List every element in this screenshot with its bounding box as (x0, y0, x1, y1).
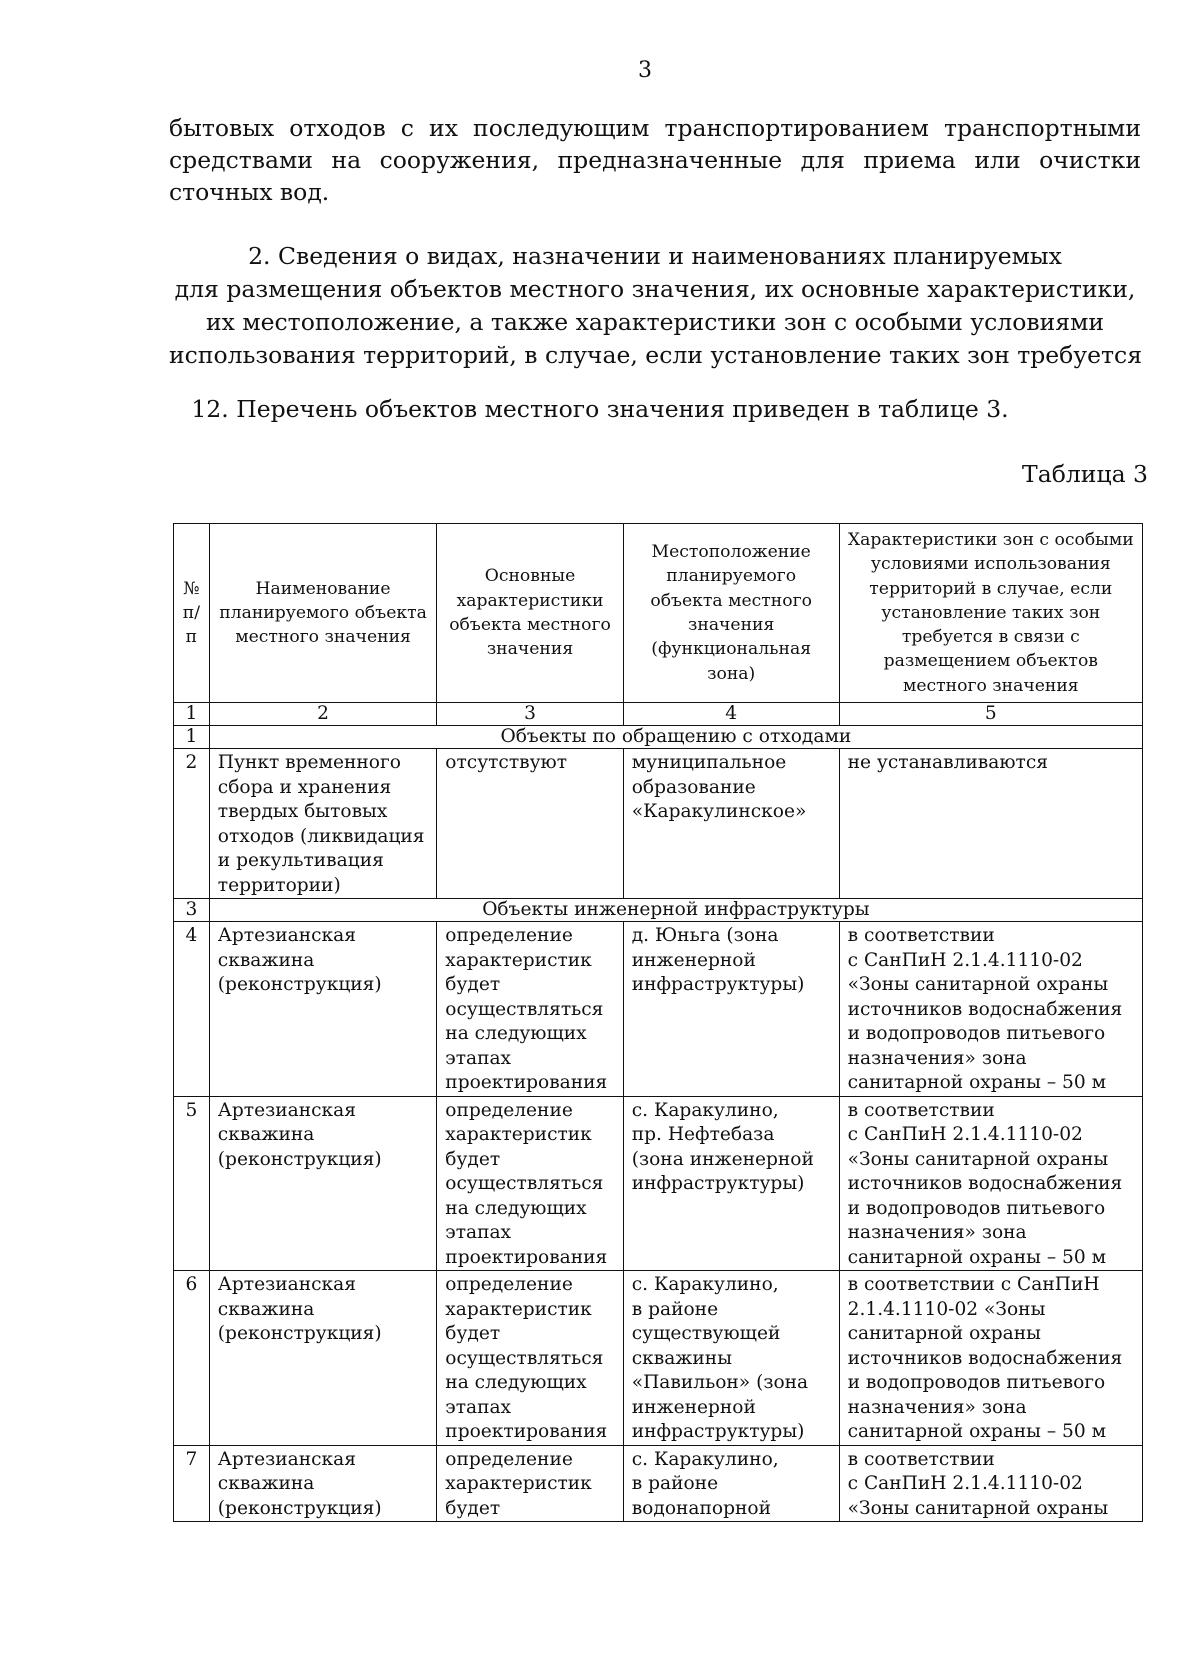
cell-line: с. Каракулино, (631, 1448, 779, 1470)
cell-line: в районе (631, 1298, 719, 1320)
cell-line: «Зоны санитарной охраны (847, 1148, 1109, 1170)
table-caption: Таблица 3 (1022, 460, 1148, 488)
cell-characteristics (437, 1271, 623, 1446)
cell-line: на следующих (445, 1023, 587, 1045)
intro-paragraph: бытовых отходов с их последующим транспортированием транспортными средствами на сооружения, предназначенные для приема или очистки сточных вод. (169, 114, 1141, 206)
cell-line: скважины (631, 1347, 732, 1369)
cell-line: инфраструктуры) (631, 1421, 805, 1443)
cell-zones (839, 1445, 1142, 1522)
cell-line: с. Каракулино, (631, 1099, 779, 1121)
column-number: 2 (209, 703, 437, 726)
cell-number: 5 (174, 1096, 210, 1271)
cell-line: назначения» зона (847, 1222, 1027, 1244)
cell-object-name (209, 922, 437, 1097)
column-number: 4 (623, 703, 839, 726)
cell-line: Артезианская (217, 1274, 356, 1296)
cell-line: «Зоны санитарной охраны (847, 974, 1109, 996)
cell-line: характеристик (445, 1298, 592, 1320)
cell-line: проектирования (445, 1072, 608, 1094)
cell-line: санитарной охраны (847, 1323, 1041, 1345)
cell-line: и водопроводов питьевого (847, 1372, 1106, 1394)
cell-line: (реконструкция) (217, 1497, 382, 1519)
cell-line: сбора и хранения (217, 776, 392, 798)
header-name: Наименование планируемого объекта местного значения (209, 524, 437, 703)
cell-line: в соответствии (847, 925, 995, 947)
section-heading-line: их местоположение, а также характеристики зон с особыми условиями (205, 308, 1105, 336)
cell-line: «Каракулинское» (631, 801, 807, 823)
cell-zones (839, 1096, 1142, 1271)
cell-line: муниципальное (631, 752, 787, 774)
cell-line: проектирования (445, 1421, 608, 1443)
cell-line: санитарной охраны – 50 м (847, 1421, 1107, 1443)
cell-line: скважина (217, 949, 315, 971)
cell-line: «Зоны санитарной охраны (847, 1497, 1109, 1519)
section-heading-line: использования территорий, в случае, если установление таких зон требуется (169, 341, 1143, 369)
cell-line: (зона инженерной (631, 1148, 814, 1170)
header-location: Местоположение планируемого объекта местного значения (функциональная зона) (623, 524, 839, 703)
cell-line: Артезианская (217, 925, 356, 947)
cell-location (623, 749, 839, 899)
cell-line: инженерной (631, 949, 756, 971)
item-12-text: 12. Перечень объектов местного значения приведен в таблице 3. (191, 395, 1009, 423)
section-number: 1 (174, 726, 210, 749)
cell-line: твердых бытовых (217, 801, 388, 823)
objects-table (173, 523, 1143, 1522)
cell-line: в соответствии (847, 1099, 995, 1121)
cell-line: назначения» зона (847, 1047, 1027, 1069)
cell-line: осуществляться (445, 998, 604, 1020)
cell-location (623, 1445, 839, 1522)
cell-line: инфраструктуры) (631, 974, 805, 996)
cell-zones (839, 749, 1142, 899)
section-heading-line: 2. Сведения о видах, назначении и наименованиях планируемых (248, 242, 1062, 270)
cell-line: источников водоснабжения (847, 1173, 1123, 1195)
cell-location (623, 922, 839, 1097)
cell-object-name (209, 1445, 437, 1522)
cell-line: характеристик (445, 949, 592, 971)
cell-line: (реконструкция) (217, 974, 382, 996)
cell-line: территории) (217, 874, 341, 896)
cell-number: 7 (174, 1445, 210, 1522)
cell-line: этапах (445, 1222, 512, 1244)
cell-line: в соответствии с СанПиН (847, 1274, 1100, 1296)
cell-number: 2 (174, 749, 210, 899)
cell-line: назначения» зона (847, 1396, 1027, 1418)
column-number: 5 (839, 703, 1142, 726)
cell-location (623, 1271, 839, 1446)
cell-line: и рекультивация (217, 850, 384, 872)
cell-line: скважина (217, 1298, 315, 1320)
table-row (174, 1096, 1143, 1271)
section-title: Объекты инженерной инфраструктуры (209, 899, 1142, 922)
cell-zones (839, 1271, 1142, 1446)
cell-line: пр. Нефтебаза (631, 1124, 775, 1146)
cell-line: будет (445, 1148, 501, 1170)
cell-line: осуществляться (445, 1173, 604, 1195)
cell-number: 4 (174, 922, 210, 1097)
table-body (174, 524, 1143, 1522)
cell-line: определение (445, 1448, 573, 1470)
cell-line: и водопроводов питьевого (847, 1023, 1106, 1045)
section-heading (169, 240, 1141, 372)
cell-characteristics (437, 749, 623, 899)
cell-line: с СанПиН 2.1.4.1110-02 (847, 1124, 1083, 1146)
section-heading-line: для размещения объектов местного значения, их основные характеристики, (174, 275, 1136, 303)
cell-line: скважина (217, 1124, 315, 1146)
cell-line: в соответствии (847, 1448, 995, 1470)
cell-line: осуществляться (445, 1347, 604, 1369)
cell-line: (реконструкция) (217, 1148, 382, 1170)
cell-line: санитарной охраны – 50 м (847, 1246, 1107, 1268)
column-number-row (174, 703, 1143, 726)
table-row (174, 922, 1143, 1097)
cell-object-name (209, 1096, 437, 1271)
section-row (174, 726, 1143, 749)
cell-object-name (209, 749, 437, 899)
page-number: 3 (638, 58, 652, 83)
cell-line: определение (445, 925, 573, 947)
table-header-row (174, 524, 1143, 703)
cell-line: характеристик (445, 1473, 592, 1495)
header-number: № п/п (174, 524, 210, 703)
section-row (174, 899, 1143, 922)
cell-line: на следующих (445, 1197, 587, 1219)
column-number: 3 (437, 703, 623, 726)
header-zones: Характеристики зон с особыми условиями использования территорий в случае, если установление таких зон требуется в связи с размещением объектов местного значения (839, 524, 1142, 703)
cell-line: инфраструктуры) (631, 1173, 805, 1195)
cell-line: будет (445, 974, 501, 996)
cell-line: источников водоснабжения (847, 1347, 1123, 1369)
cell-line: отсутствуют (445, 752, 568, 774)
cell-line: с СанПиН 2.1.4.1110-02 (847, 1473, 1083, 1495)
cell-line: 2.1.4.1110-02 «Зоны (847, 1298, 1046, 1320)
cell-line: Артезианская (217, 1099, 356, 1121)
cell-line: Артезианская (217, 1448, 356, 1470)
cell-line: проектирования (445, 1246, 608, 1268)
cell-line: не устанавливаются (847, 752, 1048, 774)
cell-characteristics (437, 1096, 623, 1271)
cell-line: образование (631, 776, 756, 798)
cell-line: определение (445, 1274, 573, 1296)
cell-line: д. Юньга (зона (631, 925, 779, 947)
cell-line: будет (445, 1497, 501, 1519)
cell-line: инженерной (631, 1396, 756, 1418)
column-number: 1 (174, 703, 210, 726)
cell-line: существующей (631, 1323, 781, 1345)
cell-characteristics (437, 922, 623, 1097)
cell-line: и водопроводов питьевого (847, 1197, 1106, 1219)
table-row (174, 749, 1143, 899)
cell-line: на следующих (445, 1372, 587, 1394)
cell-number: 6 (174, 1271, 210, 1446)
cell-line: в районе (631, 1473, 719, 1495)
cell-line: будет (445, 1323, 501, 1345)
cell-location (623, 1096, 839, 1271)
section-number: 3 (174, 899, 210, 922)
cell-characteristics (437, 1445, 623, 1522)
cell-line: этапах (445, 1396, 512, 1418)
cell-line: этапах (445, 1047, 512, 1069)
cell-zones (839, 922, 1142, 1097)
cell-line: Пункт временного (217, 752, 401, 774)
table-row (174, 1271, 1143, 1446)
cell-line: определение (445, 1099, 573, 1121)
cell-line: отходов (ликвидация (217, 825, 425, 847)
cell-line: санитарной охраны – 50 м (847, 1072, 1107, 1094)
cell-line: с. Каракулино, (631, 1274, 779, 1296)
cell-line: (реконструкция) (217, 1323, 382, 1345)
cell-object-name (209, 1271, 437, 1446)
cell-line: характеристик (445, 1124, 592, 1146)
table-row (174, 1445, 1143, 1522)
header-characteristics: Основные характеристики объекта местного значения (437, 524, 623, 703)
cell-line: с СанПиН 2.1.4.1110-02 (847, 949, 1083, 971)
cell-line: скважина (217, 1473, 315, 1495)
cell-line: «Павильон» (зона (631, 1372, 809, 1394)
section-title: Объекты по обращению с отходами (209, 726, 1142, 749)
cell-line: водонапорной (631, 1497, 771, 1519)
cell-line: источников водоснабжения (847, 998, 1123, 1020)
